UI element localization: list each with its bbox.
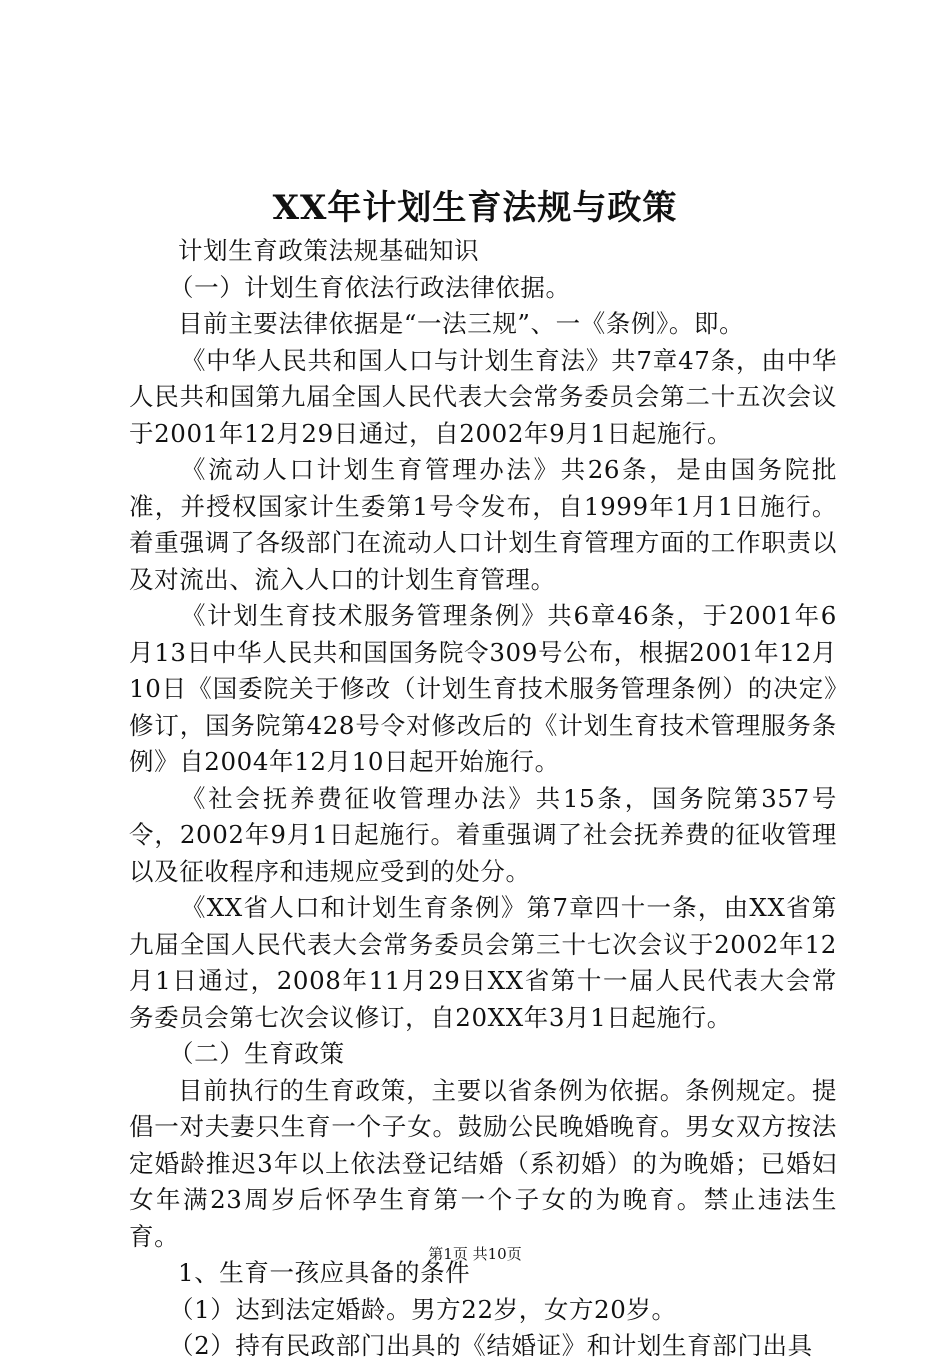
page-number-footer: 第1页 共10页 [428,1245,522,1263]
paragraph-provincial-regulation: 《XX省人口和计划生育条例》第7章四十一条，由XX省第九届全国人民代表大会常务委员会第三十七次会议于2002年12月1日通过，2008年11月29日XX省第十一届人民代表大会常务委员会第七次会议修订，自20XX年3月1日起施行。 [129,893,837,1032]
paragraph-condition-one: （1）达到法定婚龄。男方22岁，女方20岁。 [169,1294,677,1324]
document-title: XX年计划生育法规与政策 [272,188,678,228]
paragraph-social-maintenance-fee: 《社会抚养费征收管理办法》共15条，国务院第357号令，2002年9月1日起施行。着重强调了社会抚养费的征收管理以及征收程序和违规应受到的处分。 [129,783,837,886]
paragraph-subsection-two: （二）生育政策 [169,1039,345,1068]
paragraph-population-law: 《中华人民共和国人口与计划生育法》共7章47条，由中华人民共和国第九届全国人民代表大会常务委员会第二十五次会议于2001年12月29日通过，自2002年9月1日起施行。 [129,345,837,448]
paragraph-condition-two: （2）持有民政部门出具的《结婚证》和计划生育部门出具 [169,1331,813,1360]
document-body [129,233,837,1365]
paragraph-legal-basis: 目前主要法律依据是“一法三规”、一《条例》。即。 [178,309,745,338]
paragraph-floating-population: 《流动人口计划生育管理办法》共26条，是由国务院批准，并授权国家计生委第1号令发布，自1999年1月1日施行。着重强调了各级部门在流动人口计划生育管理方面的工作职责以及对流出、流入人口的计划生育管理。 [129,455,837,594]
paragraph-first-child-conditions: 1、生育一孩应具备的条件 [178,1258,471,1287]
paragraph-subsection-one: （一）计划生育依法行政法律依据。 [169,272,571,302]
paragraph-technical-service: 《计划生育技术服务管理条例》共6章46条，于2001年6月13日中华人民共和国国务院令309号公布，根据2001年12月10日《国委院关于修改（计划生育技术服务管理条例）的决定》修订，国务院第428号令对修改后的《计划生育技术管理服务条例》自2004年12月10日起开始施行。 [129,601,837,776]
paragraph-birth-policy: 目前执行的生育政策，主要以省条例为依据。条例规定。提倡一对夫妻只生育一个子女。鼓励公民晚婚晚育。男女双方按法定婚龄推迟3年以上依法登记结婚（系初婚）的为晚婚；已婚妇女年满23周岁后怀孕生育第一个子女的为晚育。禁止违法生育。 [129,1075,837,1251]
paragraph-section-heading: 计划生育政策法规基础知识 [178,236,480,265]
